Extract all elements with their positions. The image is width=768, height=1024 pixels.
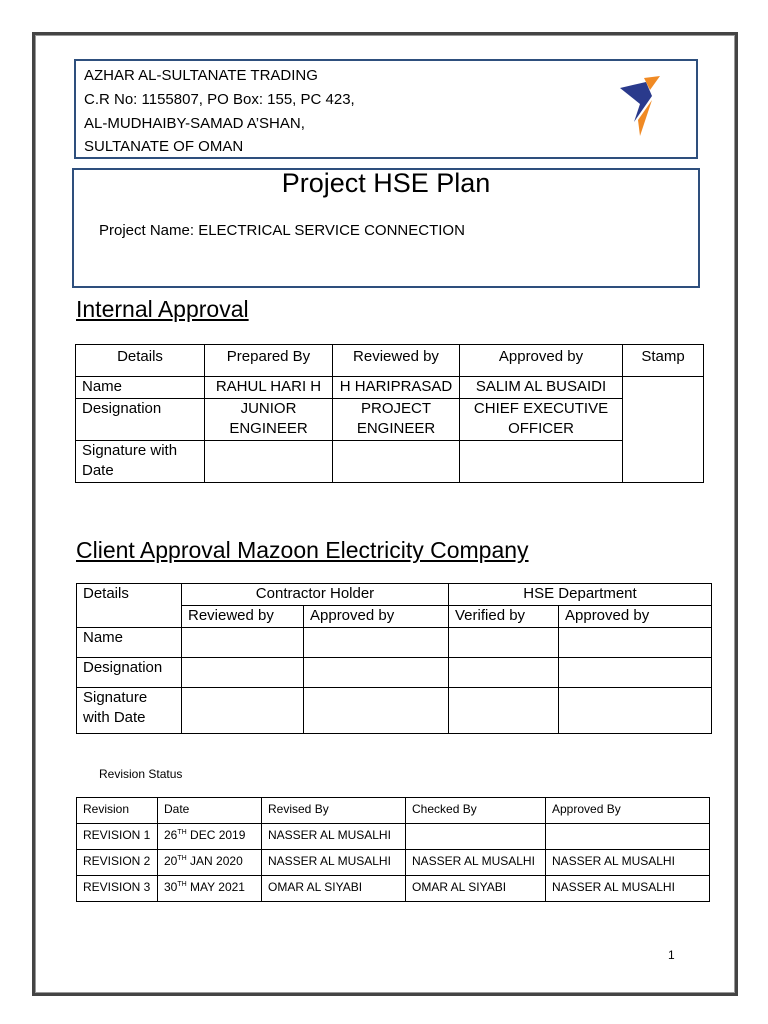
table-row [77, 850, 710, 876]
revision-status-label: Revision Status [99, 767, 183, 781]
date-month-year: JAN 2020 [186, 854, 243, 868]
table-cell: Signature with Date [77, 688, 182, 734]
table-header: Approved by [460, 345, 623, 377]
table-cell [158, 876, 262, 902]
table-cell [333, 441, 460, 483]
table-cell: OMAR AL SIYABI [406, 876, 546, 902]
table-cell [460, 441, 623, 483]
table-header: Verified by [449, 606, 559, 628]
table-cell [205, 441, 333, 483]
table-cell: CHIEF EXECUTIVE OFFICER [460, 399, 623, 441]
table-cell [182, 658, 304, 688]
table-cell [559, 688, 712, 734]
table-cell [304, 688, 449, 734]
internal-approval-heading: Internal Approval [76, 296, 249, 322]
table-row [76, 441, 704, 483]
table-cell: H HARIPRASAD [333, 377, 460, 399]
document-title: Project HSE Plan [281, 168, 491, 198]
company-registration: C.R No: 1155807, PO Box: 155, PC 423, [84, 91, 355, 108]
date-suffix: TH [177, 855, 187, 862]
company-logo [616, 74, 666, 138]
date-day: 30 [164, 880, 178, 894]
table-header: Reviewed by [333, 345, 460, 377]
table-header: Date [158, 798, 262, 824]
table-cell: Designation [76, 399, 205, 441]
date-suffix: TH [177, 829, 187, 836]
table-cell: Name [77, 628, 182, 658]
table-header: Details [76, 345, 205, 377]
table-cell: NASSER AL MUSALHI [262, 850, 406, 876]
table-header: Approved by [304, 606, 449, 628]
table-row [76, 377, 704, 399]
table-cell [304, 658, 449, 688]
table-row [77, 658, 712, 688]
table-cell: OMAR AL SIYABI [262, 876, 406, 902]
table-cell: REVISION 3 [77, 876, 158, 902]
table-cell: NASSER AL MUSALHI [546, 876, 710, 902]
stamp-cell [623, 377, 704, 483]
date-day: 26 [164, 828, 178, 842]
date-day: 20 [164, 854, 178, 868]
company-country: SULTANATE OF OMAN [84, 138, 244, 155]
date-month-year: DEC 2019 [186, 828, 246, 842]
table-cell: NASSER AL MUSALHI [546, 850, 710, 876]
company-name: AZHAR AL-SULTANATE TRADING [84, 67, 318, 84]
table-cell [158, 824, 262, 850]
table-row [77, 876, 710, 902]
table-row [77, 584, 712, 606]
table-cell: NASSER AL MUSALHI [262, 824, 406, 850]
table-cell: REVISION 2 [77, 850, 158, 876]
table-cell [406, 824, 546, 850]
table-header: Stamp [623, 345, 704, 377]
table-cell [449, 658, 559, 688]
table-cell [449, 628, 559, 658]
table-row [77, 688, 712, 734]
client-approval-table [76, 583, 712, 734]
table-cell: Signature with Date [76, 441, 205, 483]
table-header: Contractor Holder [182, 584, 449, 606]
table-cell: Name [76, 377, 205, 399]
table-header: Revised By [262, 798, 406, 824]
table-row [77, 824, 710, 850]
table-row [76, 399, 704, 441]
project-name: Project Name: ELECTRICAL SERVICE CONNECTION [99, 222, 465, 239]
table-header: Approved By [546, 798, 710, 824]
date-month-year: MAY 2021 [186, 880, 245, 894]
table-cell [158, 850, 262, 876]
table-cell: JUNIOR ENGINEER [205, 399, 333, 441]
internal-approval-table [75, 344, 704, 483]
date-suffix: TH [177, 881, 187, 888]
table-header: Revision [77, 798, 158, 824]
table-cell [559, 628, 712, 658]
table-header: Approved by [559, 606, 712, 628]
table-row [77, 628, 712, 658]
table-header: Details [77, 584, 182, 628]
company-info-box [74, 59, 698, 159]
company-address: AL-MUDHAIBY-SAMAD A’SHAN, [84, 115, 305, 132]
table-cell [182, 688, 304, 734]
table-cell: NASSER AL MUSALHI [406, 850, 546, 876]
revision-table [76, 797, 710, 902]
table-cell [449, 688, 559, 734]
table-row [77, 798, 710, 824]
table-header: Reviewed by [182, 606, 304, 628]
table-row [76, 345, 704, 377]
table-cell [546, 824, 710, 850]
table-header: Prepared By [205, 345, 333, 377]
table-cell [304, 628, 449, 658]
table-header: HSE Department [449, 584, 712, 606]
page-number: 1 [668, 948, 675, 962]
table-cell: RAHUL HARI H [205, 377, 333, 399]
client-approval-heading: Client Approval Mazoon Electricity Company [76, 537, 529, 563]
table-cell [559, 658, 712, 688]
table-cell: SALIM AL BUSAIDI [460, 377, 623, 399]
table-header: Checked By [406, 798, 546, 824]
table-cell: Designation [77, 658, 182, 688]
table-cell: PROJECT ENGINEER [333, 399, 460, 441]
table-cell: REVISION 1 [77, 824, 158, 850]
table-cell [182, 628, 304, 658]
